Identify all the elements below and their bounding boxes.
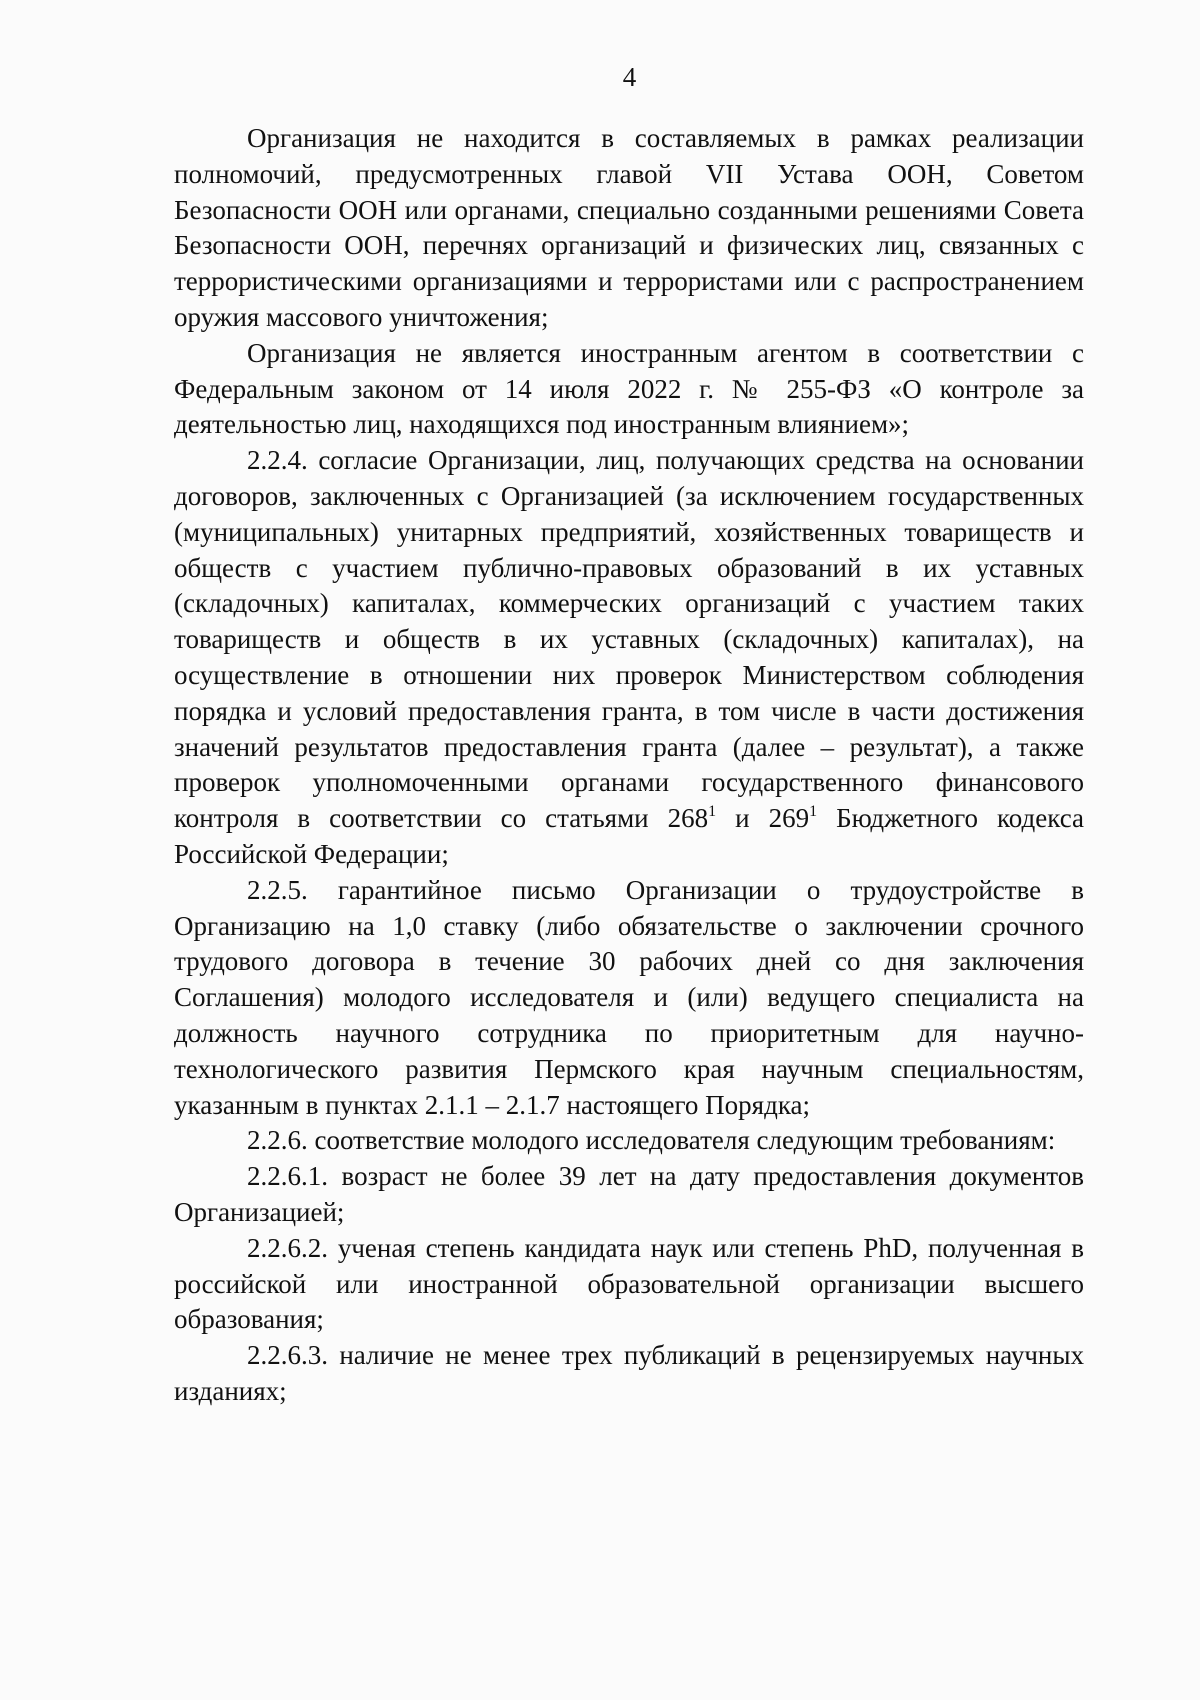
footnote-superscript: 1 xyxy=(809,803,818,821)
paragraph-2-2-4-text: 2.2.4. согласие Организации, лиц, получающих средства на основании договоров, заключенных с Организацией (за исключением государственных (муниципальных) унитарных предприятий, хозяйственных товариществ и обществ с участием публично-правовых образований в их уставных (складочных) капиталах, коммерческих организаций с участием таких товариществ и обществ в их уставных (складочных) капиталах), на осуществление в отношении них проверок Министерством соблюдения порядка и условий предоставления гранта, в том числе в части достижения значений результатов предоставления гранта (далее – результат), а также проверок уполномоченными органами государственного финансового контроля в соответствии со статьями 268 xyxy=(174,445,1084,834)
paragraph-2-2-5: 2.2.5. гарантийное письмо Организации о трудоустройстве в Организацию на 1,0 ставку (либо обязательстве о заключении срочного трудового договора в течение 30 рабочих дней со дня заключения Соглашения) молодого исследователя и (или) ведущего специалиста на должность научного сотрудника по приоритетным для научно-технологического развития Пермского края научным специальностям, указанным в пунктах 2.1.1 – 2.1.7 настоящего Порядка; xyxy=(174,874,1084,1120)
paragraph-un-lists: Организация не находится в составляемых в рамках реализации полномочий, предусмотренных главой VII Устава ООН, Советом Безопасности ООН или органами, специально созданными решениями Совета Безопасности ООН, перечнях организаций и физических лиц, связанных с террористическими организациями и террористами или с распространением оружия массового уничтожения; xyxy=(174,123,1084,332)
paragraph-2-2-4 xyxy=(174,443,1084,873)
page-number: 4 xyxy=(622,62,637,92)
paragraph-2-2-6: 2.2.6. соответствие молодого исследователя следующим требованиям: xyxy=(247,1125,1056,1156)
paragraph-2-2-4-end: Бюджетного кодекса Российской Федерации; xyxy=(174,803,1084,869)
footnote-superscript: 1 xyxy=(708,803,717,821)
paragraph-2-2-6-1: 2.2.6.1. возраст не более 39 лет на дату предоставления документов Организацией; xyxy=(174,1161,1084,1227)
document-body xyxy=(174,121,1084,1410)
paragraph-2-2-6-3: 2.2.6.3. наличие не менее трех публикаций в рецензируемых научных изданиях; xyxy=(174,1340,1084,1406)
paragraph-foreign-agent: Организация не является иностранным агентом в соответствии с Федеральным законом от 14 июля 2022 г. № 255-ФЗ «О контроле за деятельностью лиц, находящихся под иностранным влиянием»; xyxy=(174,337,1084,440)
paragraph-2-2-6-2: 2.2.6.2. ученая степень кандидата наук или степень PhD, полученная в российской или иностранной образовательной организации высшего образования; xyxy=(174,1232,1084,1335)
paragraph-2-2-4-middle: и 269 xyxy=(716,803,810,834)
